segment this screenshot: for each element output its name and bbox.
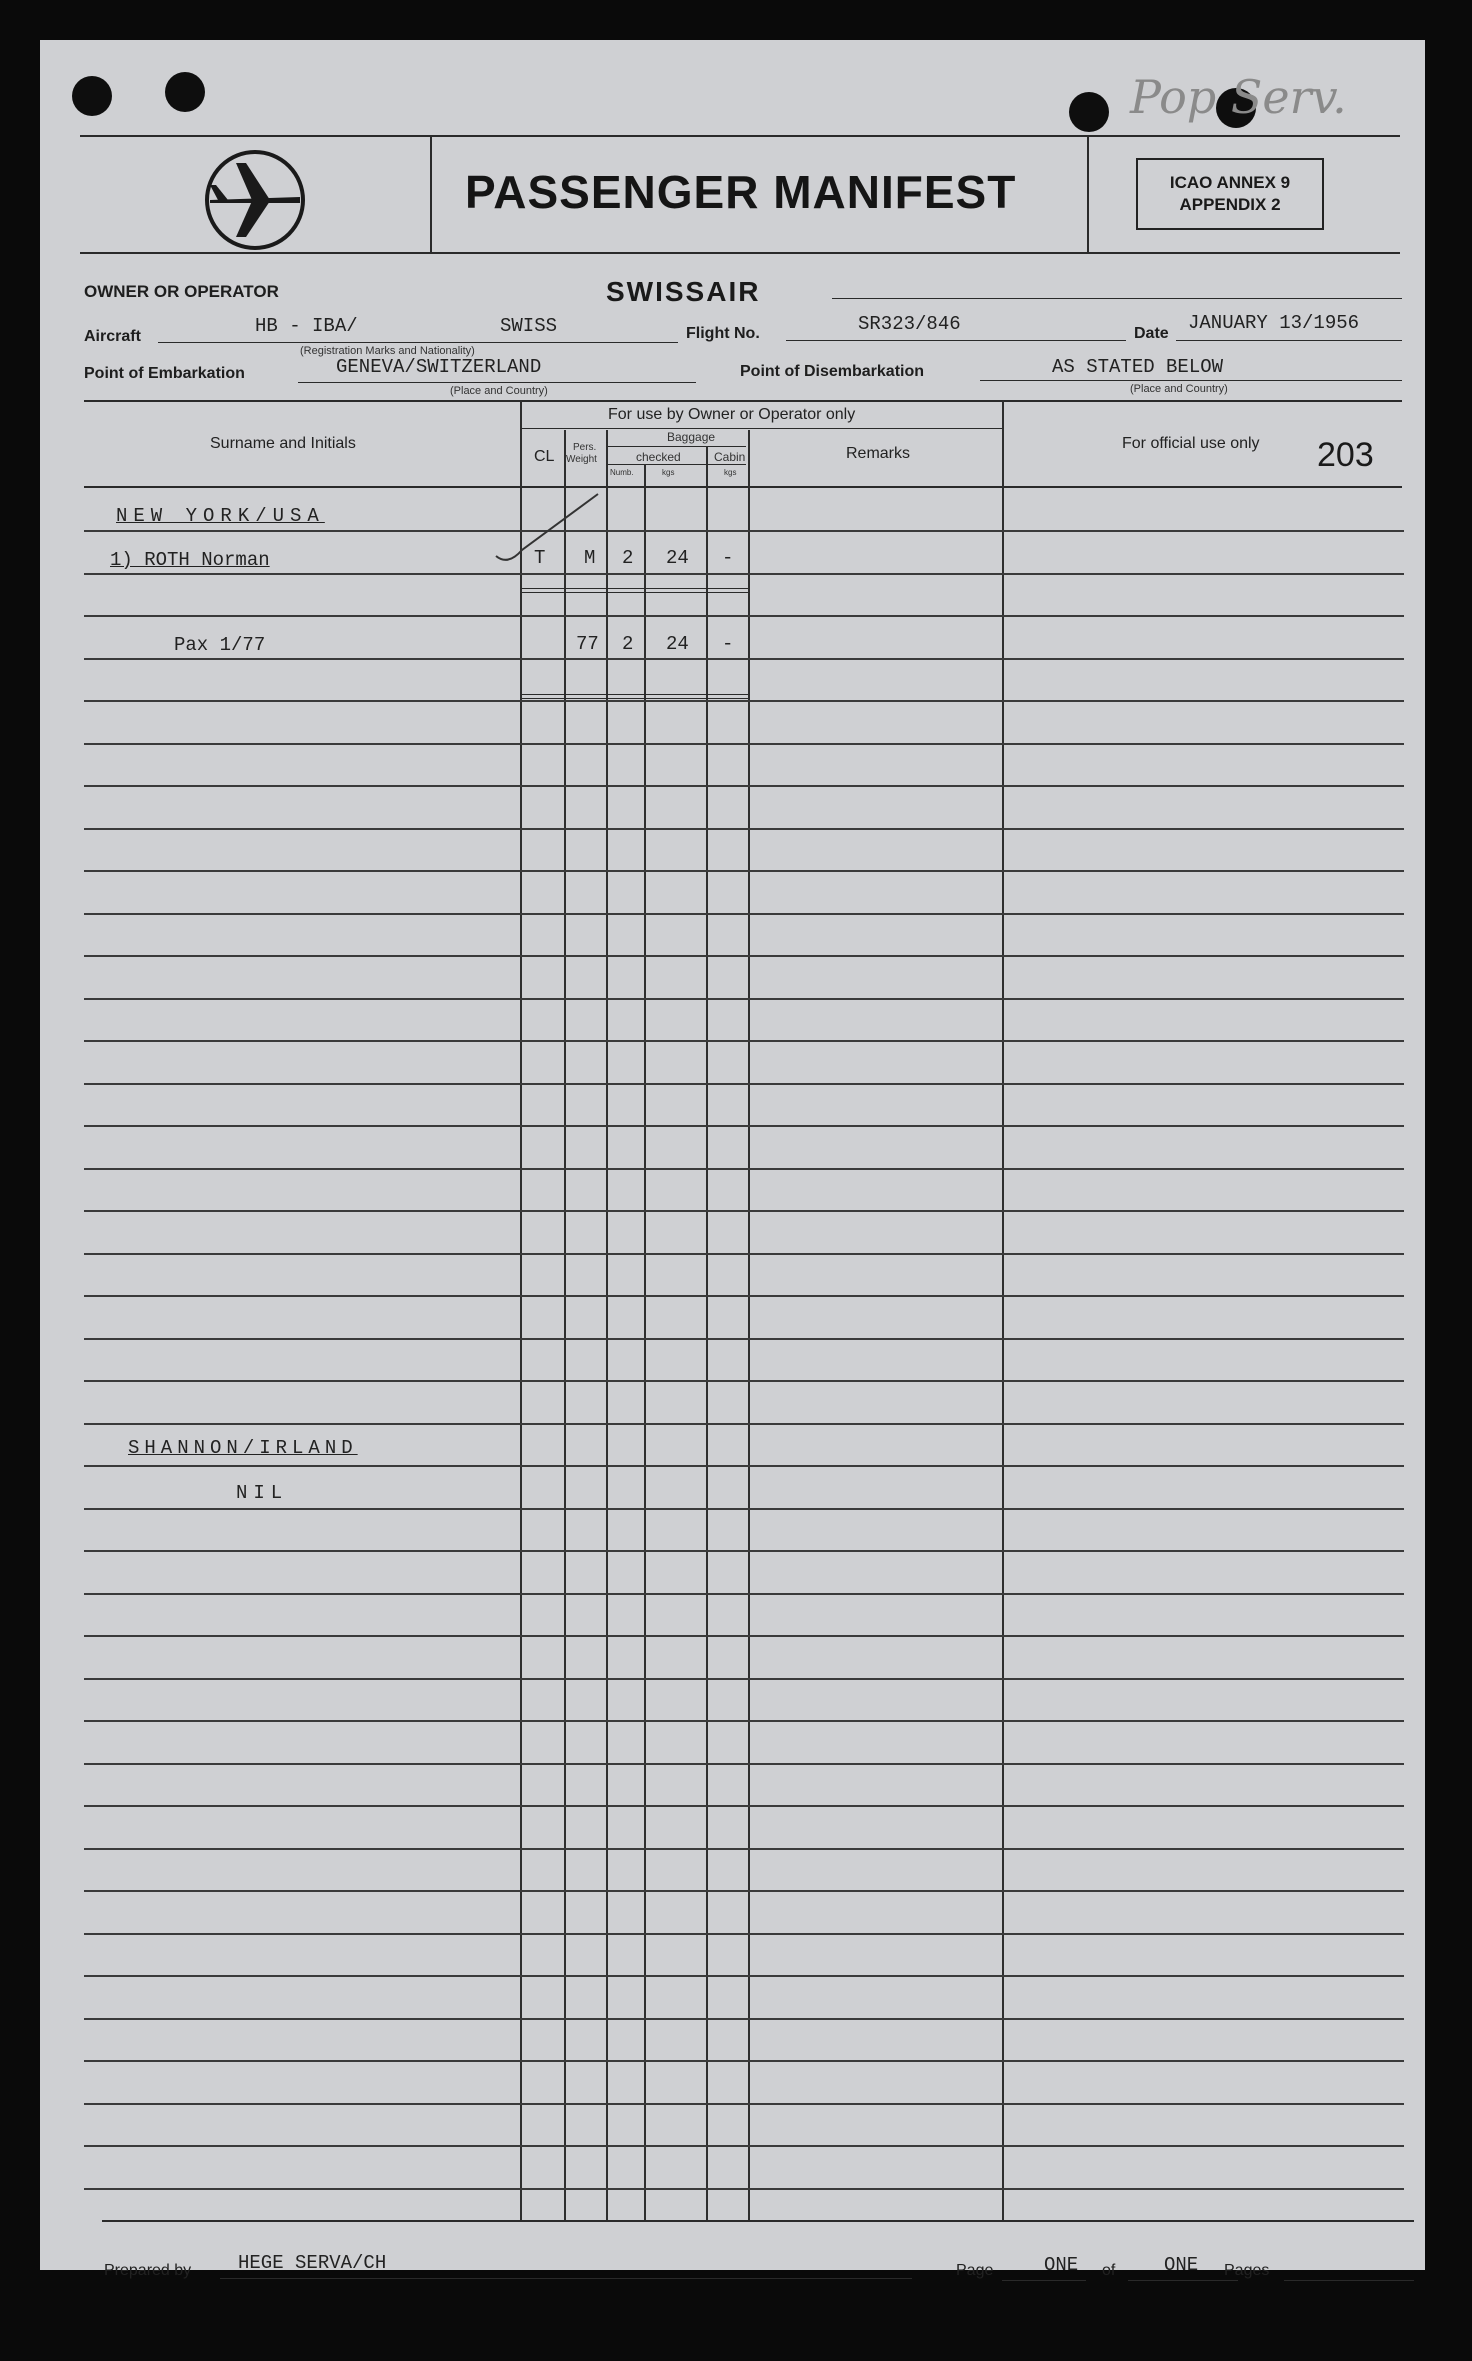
ruled-line xyxy=(84,1678,1404,1680)
ruled-line xyxy=(84,1168,1404,1170)
punch-hole xyxy=(72,76,112,116)
section-new-york: NEW YORK/USA xyxy=(116,505,325,527)
ruled-line xyxy=(84,1848,1404,1850)
ruled-line xyxy=(84,1550,1404,1552)
official-number: 203 xyxy=(1317,436,1374,474)
passenger-weight: M xyxy=(584,547,596,569)
header-divider xyxy=(430,135,432,253)
ruled-line xyxy=(84,1083,1404,1085)
prepared-underline xyxy=(220,2278,912,2279)
icao-line-1: ICAO ANNEX 9 xyxy=(1169,173,1291,192)
flight-value: SR323/846 xyxy=(858,313,961,335)
ruled-line xyxy=(84,2018,1404,2020)
embarkation-label: Point of Embarkation xyxy=(84,365,245,382)
aircraft-hint: (Registration Marks and Nationality) xyxy=(300,345,475,357)
passenger-cabin: - xyxy=(722,547,734,569)
page-label: Page xyxy=(956,2262,994,2279)
total-cabin: - xyxy=(722,633,734,655)
owner-underline xyxy=(832,298,1402,299)
embarkation-hint: (Place and Country) xyxy=(450,385,548,397)
ruled-line xyxy=(84,700,1404,702)
col-surname-header: Surname and Initials xyxy=(210,435,356,452)
ruled-line xyxy=(84,2188,1404,2190)
total-weight: 77 xyxy=(576,633,599,655)
disembarkation-value: AS STATED BELOW xyxy=(1052,356,1224,378)
total-baggage-kgs: 24 xyxy=(666,633,689,655)
passenger-baggage-numb: 2 xyxy=(622,547,634,569)
disembarkation-hint: (Place and Country) xyxy=(1130,383,1228,395)
flight-label: Flight No. xyxy=(686,325,760,342)
col-divider xyxy=(520,400,522,2220)
ruled-line xyxy=(84,530,1404,532)
footer-rule xyxy=(102,2220,1414,2222)
pax-total-label: Pax 1/77 xyxy=(174,634,266,656)
ruled-line xyxy=(84,1295,1404,1297)
ruled-line xyxy=(84,998,1404,1000)
ruled-line xyxy=(84,1253,1404,1255)
prepared-by-label: Prepared by xyxy=(104,2262,192,2279)
ruled-line xyxy=(84,615,1404,617)
ruled-line xyxy=(84,1040,1404,1042)
ruled-line xyxy=(84,955,1404,957)
ruled-line xyxy=(84,1380,1404,1382)
ruled-line xyxy=(84,870,1404,872)
passenger-cl: T xyxy=(534,547,546,569)
page-underline xyxy=(1002,2280,1086,2281)
ruled-line xyxy=(84,2060,1404,2062)
ruled-line xyxy=(84,1508,1404,1510)
table-header-rule xyxy=(84,486,1402,488)
ruled-line xyxy=(84,2103,1404,2105)
sub-kgs-header: kgs xyxy=(724,468,737,477)
col-cl-header: CL xyxy=(534,448,555,465)
ruled-line xyxy=(84,573,1404,575)
disembarkation-underline xyxy=(980,380,1402,381)
col-official-header: For official use only xyxy=(1122,435,1260,452)
ruled-line xyxy=(84,1210,1404,1212)
total-rule xyxy=(522,698,748,699)
embarkation-value: GENEVA/SWITZERLAND xyxy=(336,356,542,378)
airplane-logo-icon xyxy=(200,145,310,255)
ruled-line xyxy=(84,2145,1404,2147)
col-divider xyxy=(1002,400,1004,2220)
subtotal-rule xyxy=(522,588,748,589)
embarkation-underline xyxy=(298,382,696,383)
date-label: Date xyxy=(1134,325,1169,342)
header-divider xyxy=(1087,135,1089,253)
col-weight-header: Weight xyxy=(566,454,597,465)
ruled-line xyxy=(84,913,1404,915)
page-title: PASSENGER MANIFEST xyxy=(465,166,1017,218)
ruled-line xyxy=(84,1720,1404,1722)
ruled-line xyxy=(84,1975,1404,1977)
ruled-line xyxy=(84,1933,1404,1935)
date-underline xyxy=(1176,340,1402,341)
check-mark-icon xyxy=(488,486,608,576)
section-shannon: SHANNON/IRLAND xyxy=(128,1437,358,1459)
page-value: ONE xyxy=(1044,2254,1079,2276)
section-shannon-value: NIL xyxy=(236,1482,289,1504)
col-remarks-header: Remarks xyxy=(846,445,911,462)
total-baggage-numb: 2 xyxy=(622,633,634,655)
checked-underline xyxy=(606,464,746,465)
header-top-rule xyxy=(80,135,1400,137)
baggage-underline xyxy=(606,446,746,447)
punch-hole xyxy=(1069,92,1109,132)
ruled-line xyxy=(84,658,1404,660)
total-rule xyxy=(522,694,748,695)
sub-kgs-header: kgs xyxy=(662,468,675,477)
ruled-line xyxy=(84,1125,1404,1127)
of-underline xyxy=(1128,2280,1238,2281)
ruled-line xyxy=(84,1635,1404,1637)
manifest-sheet xyxy=(40,40,1425,2279)
of-label: of xyxy=(1102,2262,1116,2279)
handwritten-note: Pop Serv. xyxy=(1130,70,1347,124)
prepared-by-value: HEGE SERVA/CH xyxy=(238,2252,387,2274)
sub-numb-header: Numb. xyxy=(610,468,634,477)
ruled-line xyxy=(84,828,1404,830)
checked-header: checked xyxy=(636,450,681,464)
icao-line-2: APPENDIX 2 xyxy=(1179,195,1281,214)
owner-label: OWNER OR OPERATOR xyxy=(84,282,279,301)
ruled-line xyxy=(84,785,1404,787)
col-cabin-header: Cabin xyxy=(714,450,746,464)
pages-label: Pages xyxy=(1224,2262,1270,2279)
ruled-line xyxy=(84,1465,1404,1467)
of-value: ONE xyxy=(1164,2254,1199,2276)
aircraft-underline xyxy=(158,342,678,343)
punch-hole xyxy=(165,72,205,112)
date-value: JANUARY 13/1956 xyxy=(1188,312,1360,334)
baggage-header: Baggage xyxy=(667,430,716,444)
aircraft-label: Aircraft xyxy=(84,328,141,345)
disembarkation-label: Point of Disembarkation xyxy=(740,363,925,380)
ruled-line xyxy=(84,1423,1404,1425)
ruled-line xyxy=(84,1763,1404,1765)
ruled-line xyxy=(84,743,1404,745)
aircraft-registration: HB - IBA/ xyxy=(255,315,358,337)
flight-underline xyxy=(786,340,1126,341)
table-top-rule xyxy=(84,400,1402,402)
ruled-line xyxy=(84,1593,1404,1595)
owner-value: SWISSAIR xyxy=(606,276,761,307)
operator-only-header: For use by Owner or Operator only xyxy=(608,406,856,423)
icao-reference-box xyxy=(1136,158,1324,230)
passenger-name: 1) ROTH Norman xyxy=(110,549,270,571)
ruled-line xyxy=(84,1890,1404,1892)
col-divider xyxy=(706,446,708,2220)
ruled-line xyxy=(84,1805,1404,1807)
col-divider xyxy=(748,430,750,2220)
passenger-baggage-kgs: 24 xyxy=(666,547,689,569)
col-pers-header: Pers. xyxy=(573,442,597,453)
subtotal-rule xyxy=(522,592,748,593)
ruled-line xyxy=(84,1338,1404,1340)
col-divider xyxy=(644,464,646,2220)
aircraft-nationality: SWISS xyxy=(500,315,558,337)
operator-underline xyxy=(522,428,1002,429)
pages-underline xyxy=(1284,2280,1414,2281)
